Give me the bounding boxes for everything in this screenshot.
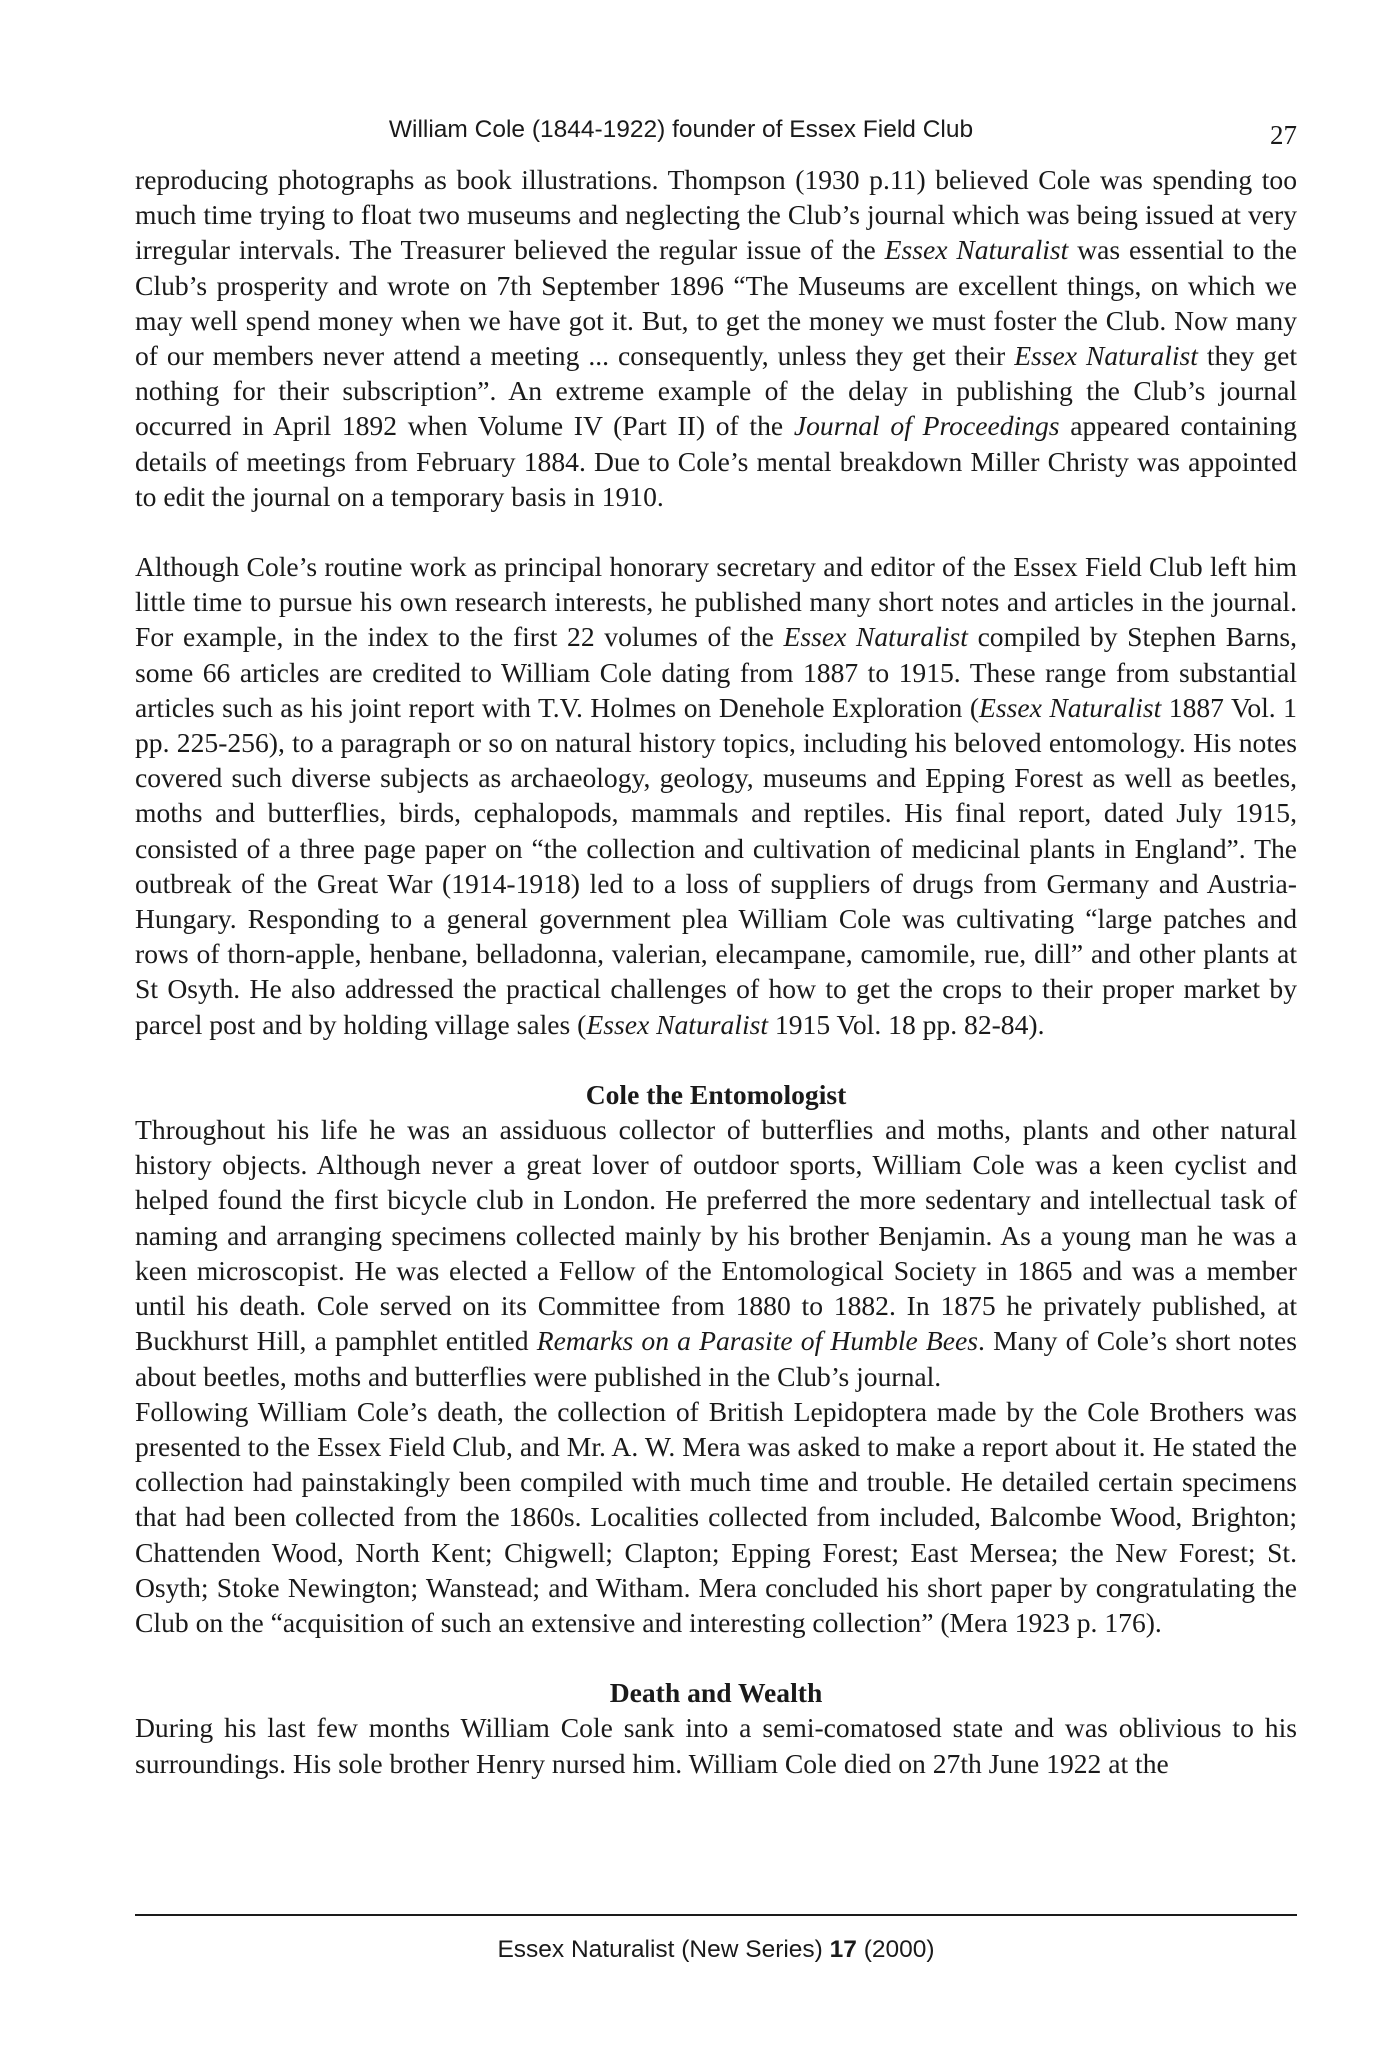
paragraph: Following William Cole’s death, the collection of British Lepidoptera made by the Cole Brothers was presented to the Essex Field Club, and Mr. A. W. Mera was asked to make a report about it. He stated the collection had painstakingly been compiled with much time and trouble. He detailed certain specimens that had been collected from the 1860s. Localities collected from included, Balcombe Wood, Brighton; Chattenden Wood, North Kent; Chigwell; Clapton; Epping Forest; East Mersea; the New Forest; St. Osyth; Stoke Newington; Wanstead; and Witham. Mera concluded his short paper by congratulating the Club on the “acquisition of such an extensive and interesting collection” (Mera 1923 p. 176).: [135, 1395, 1297, 1638]
journal-title: Essex Naturalist: [783, 621, 968, 653]
journal-title: Essex Naturalist: [586, 1008, 769, 1040]
footer-rule: [135, 1914, 1297, 1916]
paragraph: Throughout his life he was an assiduous collector of butterflies and moths, plants and other natural history objects. Although never a great lover of outdoor sports, William Cole was a keen cyclist and helped found the first bicycle club in London. He preferred the more sedentary and intellectual task of naming and arranging specimens collected mainly by his brother Benjamin. As a young man he was a keen microscopist. He was elected a Fellow of the Entomological Society in 1865 and was a member until his death. Cole served on its Committee from 1880 to 1882. In 1875 he privately published, at Buckhurst Hill, a pamphlet entitled Remarks on a Parasite of Humble Bees. Many of Cole’s short notes about beetles, moths and butterflies were published in the Club’s journal.: [135, 1114, 1297, 1392]
journal-title: Journal of Proceedings: [793, 410, 1060, 442]
volume-number: 17: [829, 1936, 857, 1963]
paragraph: During his last few months William Cole sank into a semi-comatosed state and was oblivious to his surroundings. His sole brother Henry nursed him. William Cole died on 27th June 1922 at the: [135, 1712, 1297, 1779]
journal-title: Essex Naturalist: [884, 234, 1069, 266]
running-title: William Cole (1844-1922) founder of Essex Field Club: [388, 116, 974, 143]
running-footer: Essex Naturalist (New Series) 17 (2000): [497, 1936, 935, 1963]
paragraph: Although Cole’s routine work as principal honorary secretary and editor of the Essex Field Club left him little time to pursue his own research interests, he published many short notes and articles in the journal. For example, in the index to the first 22 volumes of the Essex Naturalist compiled by Stephen Barns, some 66 articles are credited to William Cole dating from 1887 to 1915. These range from substantial articles such as his joint report with T.V. Holmes on Denehole Exploration (Essex Naturalist 1887 Vol. 1 pp. 225-256), to a paragraph or so on natural history topics, including his beloved entomology. His notes covered such diverse subjects as archaeology, geology, museums and Epping Forest as well as beetles, moths and butterflies, birds, cephalopods, mammals and reptiles. His final report, dated July 1915, consisted of a three page paper on “the collection and cultivation of medicinal plants in England”. The outbreak of the Great War (1914-1918) led to a loss of suppliers of drugs from Germany and Austria-Hungary. Responding to a general government plea William Cole was cultivating “large patches and rows of thorn-apple, henbane, belladonna, valerian, elecampane, camomile, rue, dill” and other plants at St Osyth. He also addressed the practical challenges of how to get the crops to their proper market by parcel post and by holding village sales (Essex Naturalist 1915 Vol. 18 pp. 82-84).: [135, 551, 1297, 1040]
article-body: [135, 162, 1297, 1781]
journal-title: Essex Naturalist: [979, 691, 1162, 723]
pamphlet-title: Remarks on a Parasite of Humble Bees: [536, 1325, 979, 1357]
paragraph: reproducing photographs as book illustrations. Thompson (1930 p.11) believed Cole was spending too much time trying to float two museums and neglecting the Club’s journal which was being issued at very irregular intervals. The Treasurer believed the regular issue of the Essex Naturalist was essential to the Club’s prosperity and wrote on 7th September 1896 “The Museums are excellent things, on which we may well spend money when we have got it. But, to get the money we must foster the Club. Now many of our members never attend a meeting ... consequently, unless they get their Essex Naturalist they get nothing for their subscription”. An extreme example of the delay in publishing the Club’s journal occurred in April 1892 when Volume IV (Part II) of the Journal of Proceedings appeared containing details of meetings from February 1884. Due to Cole’s mental breakdown Miller Christy was appointed to edit the journal on a temporary basis in 1910.: [135, 164, 1298, 512]
page-number: 27: [1270, 120, 1297, 150]
section-heading: Death and Wealth: [609, 1677, 823, 1709]
running-header: [135, 116, 1297, 150]
journal-title: Essex Naturalist: [1014, 340, 1198, 372]
section-heading: Cole the Entomologist: [585, 1078, 847, 1110]
